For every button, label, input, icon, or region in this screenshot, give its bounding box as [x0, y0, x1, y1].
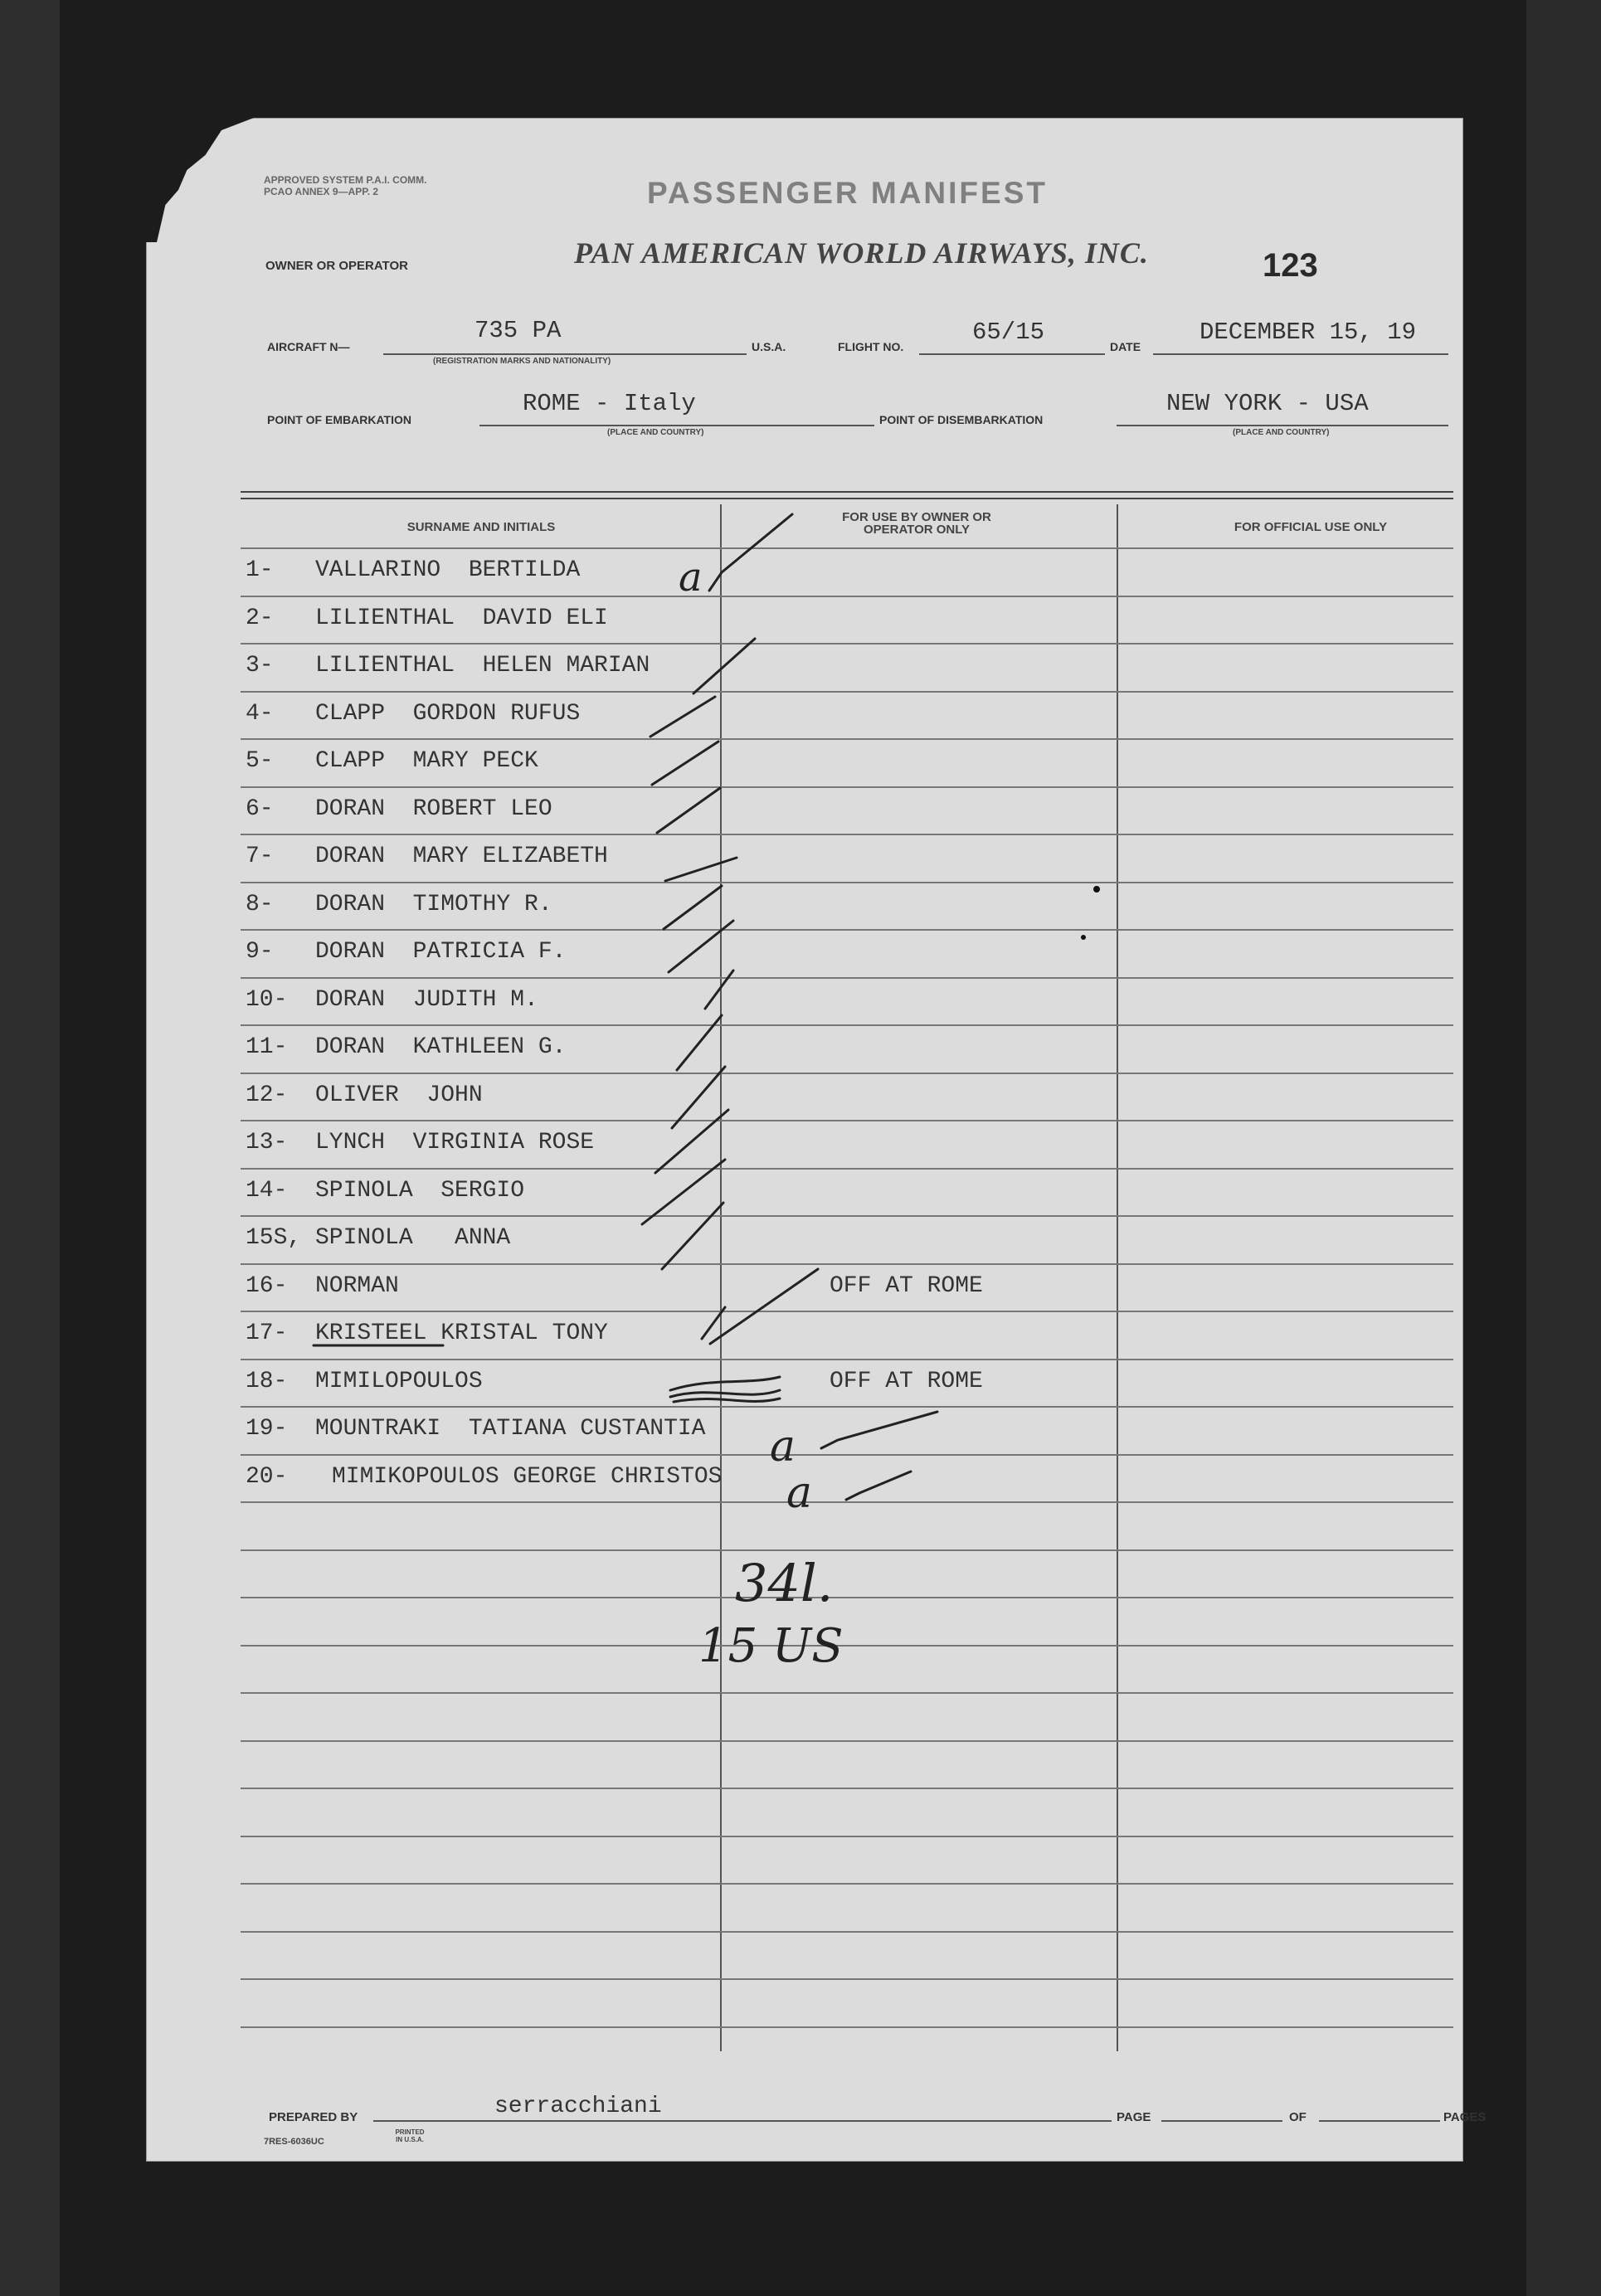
passenger-name: DORAN MARY ELIZABETH: [315, 844, 608, 869]
aircraft-sub: (REGISTRATION MARKS AND NATIONALITY): [433, 357, 611, 366]
passenger-number: 8-: [246, 891, 274, 917]
embark-sub: (PLACE AND COUNTRY): [607, 428, 704, 437]
table-rule: [241, 1883, 1453, 1885]
page-label: PAGE: [1117, 2110, 1151, 2124]
disembark-label: POINT OF DISEMBARKATION: [879, 413, 1044, 426]
passenger-number: 7-: [246, 844, 274, 869]
table-rule: [241, 1454, 1453, 1456]
passenger-number: 2-: [246, 605, 274, 631]
header-rule-top: [241, 491, 1453, 493]
passenger-name: VALLARINO BERTILDA: [315, 557, 581, 583]
disembark-sub: (PLACE AND COUNTRY): [1233, 428, 1330, 437]
date-value: DECEMBER 15, 19: [1200, 319, 1417, 346]
pages-label: PAGES: [1443, 2110, 1487, 2124]
passenger-note: OFF AT ROME: [830, 1272, 983, 1299]
passenger-name: KRISTEEL KRISTAL TONY: [315, 1321, 608, 1346]
passenger-number: 12-: [246, 1082, 288, 1108]
table-rule: [241, 1215, 1453, 1217]
handwritten-mark-19: a: [770, 1422, 796, 1471]
handwritten-mark-20: a: [786, 1468, 813, 1518]
passenger-number: 3-: [246, 653, 274, 679]
passenger-row: [246, 1409, 1440, 1457]
flight-value: 65/15: [972, 319, 1045, 346]
passenger-number: 10-: [246, 986, 288, 1013]
passenger-name: DORAN KATHLEEN G.: [315, 1034, 567, 1060]
passenger-row: [246, 1362, 1440, 1409]
table-rule: [241, 1978, 1453, 1980]
passenger-number: 18-: [246, 1368, 288, 1394]
table-rule: [241, 1645, 1453, 1647]
printed-mark: PRINTED IN U.S.A.: [395, 2128, 425, 2143]
film-edge-left: [0, 0, 60, 2296]
passenger-number: 11-: [246, 1034, 288, 1060]
passenger-row: [246, 599, 1440, 646]
passenger-row: [246, 1076, 1440, 1123]
passenger-row: [246, 551, 1440, 598]
passenger-row: [246, 646, 1440, 693]
passenger-row: [246, 1267, 1440, 1314]
col-header-names: SURNAME AND INITIALS: [406, 520, 556, 534]
passenger-row: [246, 1457, 1440, 1505]
operator-name: PAN AMERICAN WORLD AIRWAYS, INC.: [574, 236, 1149, 270]
table-rule: [241, 1931, 1453, 1933]
passenger-number: 1-: [246, 557, 274, 583]
of-label: OF: [1289, 2110, 1307, 2124]
passenger-name: LILIENTHAL HELEN MARIAN: [315, 653, 650, 679]
approval-note: APPROVED SYSTEM P.A.I. COMM. PCAO ANNEX 9—APP. 2: [264, 174, 427, 197]
passenger-name: MIMIKOPOULOS GEORGE CHRISTOS: [332, 1463, 723, 1490]
prepared-line: [373, 2120, 1112, 2122]
form-code: 7RES-6036UC: [264, 2137, 324, 2147]
passenger-name: NORMAN: [315, 1272, 399, 1299]
table-rule: [241, 1836, 1453, 1837]
passenger-row: [246, 1314, 1440, 1361]
table-rule: [241, 691, 1453, 693]
embark-value: ROME - Italy: [523, 390, 696, 417]
table-rule: [241, 882, 1453, 883]
passenger-name: MIMILOPOULOS: [315, 1368, 483, 1394]
of-line: [1319, 2120, 1440, 2122]
col-header-official: FOR OFFICIAL USE ONLY: [1234, 520, 1388, 534]
passenger-row: [246, 1028, 1440, 1075]
table-rule: [241, 1692, 1453, 1694]
table-rule: [241, 1501, 1453, 1503]
aircraft-value: 735 PA: [474, 317, 562, 344]
passenger-row: [246, 885, 1440, 932]
table-rule: [241, 1024, 1453, 1026]
table-rule: [241, 929, 1453, 931]
handwritten-mark-1: a: [679, 554, 703, 601]
handwritten-total-1: 34l.: [735, 1553, 834, 1613]
passenger-number: 17-: [246, 1321, 288, 1346]
embark-line: [479, 425, 874, 426]
date-line: [1153, 353, 1448, 355]
passenger-row: [246, 980, 1440, 1028]
table-rule: [241, 1120, 1453, 1121]
table-rule: [241, 596, 1453, 597]
film-edge-right: [1526, 0, 1601, 2296]
page-title: PASSENGER MANIFEST: [647, 176, 1048, 210]
table-rule: [241, 1549, 1453, 1551]
table-rule: [241, 547, 1453, 549]
passenger-number: 13-: [246, 1130, 288, 1155]
passenger-name: CLAPP GORDON RUFUS: [315, 700, 581, 727]
table-rule: [241, 1406, 1453, 1408]
usa-label: U.S.A.: [752, 340, 786, 353]
passenger-name: LILIENTHAL DAVID ELI: [315, 605, 608, 631]
embark-label: POINT OF EMBARKATION: [267, 413, 411, 426]
passenger-name: SPINOLA ANNA: [315, 1225, 511, 1251]
passenger-number: 16-: [246, 1272, 288, 1299]
table-rule: [241, 1788, 1453, 1789]
passenger-row: [246, 932, 1440, 980]
prepared-value: serracchiani: [494, 2094, 662, 2119]
prepared-label: PREPARED BY: [269, 2110, 358, 2124]
passenger-name: SPINOLA SERGIO: [315, 1177, 525, 1204]
passenger-name: DORAN TIMOTHY R.: [315, 891, 552, 917]
passenger-number: 20-: [246, 1463, 288, 1490]
passenger-number: 5-: [246, 748, 274, 774]
passenger-name: LYNCH VIRGINIA ROSE: [315, 1130, 595, 1155]
table-rule: [241, 977, 1453, 979]
page-number: 123: [1263, 247, 1318, 284]
flight-line: [919, 353, 1105, 355]
passenger-number: 4-: [246, 700, 274, 727]
table-rule: [241, 834, 1453, 835]
aircraft-line: [383, 353, 747, 355]
owner-label: OWNER OR OPERATOR: [265, 259, 408, 273]
aircraft-label: AIRCRAFT N—: [267, 340, 350, 353]
passenger-row: [246, 1219, 1440, 1266]
disembark-line: [1117, 425, 1448, 426]
page-line: [1161, 2120, 1282, 2122]
passenger-number: 9-: [246, 939, 274, 965]
table-rule: [241, 1263, 1453, 1265]
passenger-row: [246, 837, 1440, 884]
passenger-name: DORAN JUDITH M.: [315, 986, 538, 1013]
table-rule: [241, 738, 1453, 740]
date-label: DATE: [1110, 340, 1141, 353]
passenger-name: DORAN PATRICIA F.: [315, 939, 567, 965]
passenger-name: CLAPP MARY PECK: [315, 748, 538, 774]
passenger-note: OFF AT ROME: [830, 1368, 983, 1394]
table-rule: [241, 1359, 1453, 1360]
table-rule: [241, 643, 1453, 645]
col-header-owner: FOR USE BY OWNER OR OPERATOR ONLY: [842, 510, 991, 537]
disembark-value: NEW YORK - USA: [1166, 390, 1369, 417]
passenger-row: [246, 1123, 1440, 1170]
header-rule-bottom: [241, 498, 1453, 499]
table-rule: [241, 1311, 1453, 1312]
passenger-row: [246, 742, 1440, 789]
passenger-name: MOUNTRAKI TATIANA CUSTANTIA: [315, 1416, 706, 1442]
passenger-row: [246, 790, 1440, 837]
passenger-number: 15S,: [246, 1225, 302, 1251]
passenger-row: [246, 1171, 1440, 1219]
passenger-row: [246, 694, 1440, 742]
table-rule: [241, 786, 1453, 788]
passenger-name: OLIVER JOHN: [315, 1082, 483, 1108]
passenger-number: 19-: [246, 1416, 288, 1442]
flight-label: FLIGHT NO.: [838, 340, 904, 353]
table-rule: [241, 1597, 1453, 1598]
table-rule: [241, 2026, 1453, 2028]
passenger-number: 6-: [246, 795, 274, 822]
table-rule: [241, 1168, 1453, 1170]
passenger-number: 14-: [246, 1177, 288, 1204]
handwritten-total-2: 15 US: [698, 1619, 844, 1673]
passenger-name: DORAN ROBERT LEO: [315, 795, 552, 822]
table-rule: [241, 1740, 1453, 1742]
table-rule: [241, 1073, 1453, 1074]
